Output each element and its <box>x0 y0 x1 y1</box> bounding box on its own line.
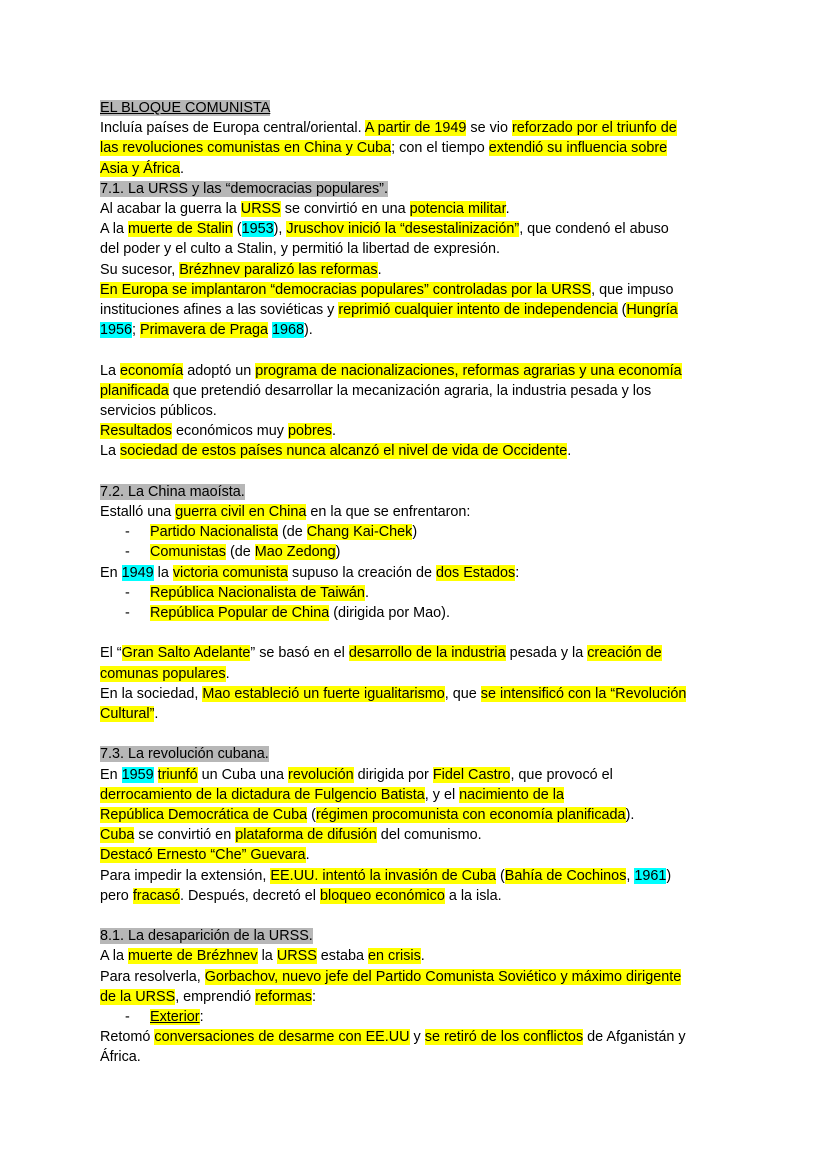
text-run: , emprendió <box>175 988 256 1005</box>
blank-line <box>100 906 730 926</box>
text-run: Para resolverla, <box>100 968 205 985</box>
highlighted-text: economía <box>120 362 184 379</box>
bullet-dash: - <box>125 1009 130 1026</box>
text-run: . <box>505 201 510 218</box>
highlighted-text: muerte de Stalin <box>128 221 233 238</box>
highlighted-text: reprimió cualquier intento de independencia <box>338 302 618 319</box>
highlighted-text: Jruschov inició la “desestalinización” <box>286 221 520 238</box>
text-run: del comunismo. <box>376 827 482 844</box>
text-run: (de <box>225 544 255 561</box>
text-run: , que condenó el abuso <box>519 221 669 238</box>
text-run: . <box>305 847 310 864</box>
text-run: . <box>179 160 184 177</box>
text-run: pesada y la <box>505 645 588 662</box>
text-run: un Cuba una <box>197 766 289 783</box>
text-line <box>100 401 730 421</box>
highlighted-text: Brézhnev paralizó las reformas <box>179 261 378 278</box>
text-run: . <box>364 584 369 601</box>
text-run: se vio <box>466 120 512 137</box>
text-run: , que impuso <box>591 281 674 298</box>
text-line <box>100 866 730 886</box>
blank-line <box>100 340 730 360</box>
text-run: . <box>377 261 382 278</box>
highlighted-text: plataforma de difusión <box>235 827 377 844</box>
highlighted-text: pobres <box>287 423 332 440</box>
highlighted-text: Hungría <box>626 302 678 319</box>
highlighted-text: Resultados <box>100 423 172 440</box>
text-line <box>100 886 730 906</box>
highlighted-text: Mao Zedong <box>254 544 336 561</box>
text-run: El “ <box>100 645 122 662</box>
highlighted-text: guerra civil en China <box>175 504 307 521</box>
highlighted-text: Mao estableció un fuerte igualitarismo <box>202 685 445 702</box>
text-run: ). <box>625 807 635 824</box>
text-run: (de <box>277 524 307 541</box>
highlighted-text: Cultural” <box>100 706 155 723</box>
text-line <box>100 643 730 663</box>
blank-line <box>100 623 730 643</box>
text-run: ) <box>666 867 672 884</box>
highlighted-text: República Nacionalista de Taiwán <box>150 584 365 601</box>
text-run: : <box>311 988 316 1005</box>
highlighted-text: Fidel Castro <box>432 766 511 783</box>
section-heading <box>100 179 730 199</box>
section-heading <box>100 98 730 118</box>
text-run: . Después, decretó el <box>180 887 321 904</box>
text-run: servicios públicos. <box>100 403 217 420</box>
highlighted-text: potencia militar <box>409 201 506 218</box>
text-run: , y el <box>424 786 460 803</box>
text-line <box>100 118 730 138</box>
text-run: del poder y el culto a Stalin, y permitió la libertad de expresión. <box>100 241 500 258</box>
highlighted-text: creación de <box>587 645 662 662</box>
text-line <box>100 159 730 179</box>
highlighted-text: bloqueo económico <box>320 887 445 904</box>
text-run: . <box>420 948 425 965</box>
text-line <box>100 785 730 805</box>
text-run: y <box>409 1029 425 1046</box>
bullet-dash: - <box>125 605 130 622</box>
highlighted-text: planificada <box>100 382 169 399</box>
text-line <box>100 219 730 239</box>
text-run: económicos muy <box>172 423 288 440</box>
text-line <box>100 765 730 785</box>
highlighted-text: Cuba <box>100 827 135 844</box>
text-run: a la isla. <box>444 887 502 904</box>
text-run: Su sucesor, <box>100 261 180 278</box>
text-line <box>100 805 730 825</box>
text-run: ( <box>617 302 627 319</box>
text-line <box>100 502 730 522</box>
bullet-item <box>100 1007 730 1027</box>
text-run: instituciones afines a las soviéticas y <box>100 302 339 319</box>
highlighted-text: Asia y África <box>100 160 180 177</box>
text-run: supuso la creación de <box>288 564 436 581</box>
text-run: ( <box>307 807 316 824</box>
bullet-dash: - <box>125 544 130 561</box>
text-line <box>100 138 730 158</box>
highlighted-text: 7.3. La revolución cubana. <box>100 746 269 763</box>
bullet-item <box>100 583 730 603</box>
text-line <box>100 239 730 259</box>
highlighted-text: URSS <box>240 201 281 218</box>
highlighted-date: 1961 <box>634 867 667 884</box>
highlighted-text: Gran Salto Adelante <box>121 645 251 662</box>
bullet-item <box>100 603 730 623</box>
highlighted-text: EL BLOQUE COMUNISTA <box>100 100 271 116</box>
text-line <box>100 421 730 441</box>
text-line <box>100 845 730 865</box>
bullet-item <box>100 542 730 562</box>
text-run: África. <box>100 1049 141 1066</box>
highlighted-text: Comunistas <box>150 544 226 561</box>
highlighted-text: las revoluciones comunistas en China y Cuba <box>100 140 392 157</box>
text-line <box>100 704 730 724</box>
text-line <box>100 664 730 684</box>
text-run: En la sociedad, <box>100 685 203 702</box>
text-run: estaba <box>316 948 369 965</box>
text-run: ( <box>495 867 505 884</box>
text-line <box>100 987 730 1007</box>
highlighted-text: Exterior <box>150 1009 200 1026</box>
section-heading <box>100 926 730 946</box>
section-heading <box>100 744 730 764</box>
highlighted-text: 7.1. La URSS y las “democracias populares”. <box>100 180 388 197</box>
highlighted-date: 1956 <box>100 322 133 339</box>
highlighted-text: triunfó <box>157 766 198 783</box>
bullet-dash: - <box>125 524 130 541</box>
highlighted-text: Bahía de Cochinos <box>504 867 627 884</box>
text-line <box>100 260 730 280</box>
highlighted-date: 1968 <box>272 322 305 339</box>
highlighted-text: En Europa se implantaron “democracias populares” controladas por la URSS <box>100 281 592 298</box>
text-run: : <box>199 1009 204 1026</box>
section-heading <box>100 482 730 502</box>
text-run: Al acabar la guerra la <box>100 201 241 218</box>
highlighted-text: reformas <box>255 988 312 1005</box>
text-run: Para impedir la extensión, <box>100 867 271 884</box>
text-run: Retomó <box>100 1029 155 1046</box>
document-body <box>100 98 730 1068</box>
highlighted-text: de la URSS <box>100 988 176 1005</box>
text-line <box>100 320 730 340</box>
text-run: en la que se enfrentaron: <box>306 504 471 521</box>
highlighted-text: derrocamiento de la dictadura de Fulgencio Batista <box>100 786 425 803</box>
text-run: : <box>515 564 520 581</box>
text-run: , que provocó el <box>510 766 613 783</box>
text-run: . <box>567 443 572 460</box>
highlighted-text: Chang Kai-Chek <box>306 524 413 541</box>
highlighted-text: dos Estados <box>436 564 516 581</box>
highlighted-text: Partido Nacionalista <box>150 524 278 541</box>
highlighted-text: Gorbachov, nuevo jefe del Partido Comunista Soviético y máximo dirigente <box>204 968 682 985</box>
highlighted-text: sociedad de estos países nunca alcanzó el nivel de vida de Occidente <box>120 443 568 460</box>
text-line <box>100 563 730 583</box>
highlighted-text: Destacó Ernesto “Che” Guevara <box>100 847 306 864</box>
text-line <box>100 946 730 966</box>
text-run: ) <box>335 544 341 561</box>
text-run: la <box>257 948 277 965</box>
blank-line <box>100 724 730 744</box>
text-run: . <box>154 706 159 723</box>
highlighted-text: victoria comunista <box>172 564 288 581</box>
text-run: La <box>100 443 121 460</box>
text-run: adoptó un <box>183 362 256 379</box>
text-run: la <box>153 564 173 581</box>
text-run: Estalló una <box>100 504 176 521</box>
highlighted-text: comunas populares <box>100 665 226 682</box>
text-run: La <box>100 362 121 379</box>
bullet-dash: - <box>125 584 130 601</box>
highlighted-text: revolución <box>288 766 354 783</box>
text-run: ( <box>232 221 242 238</box>
highlighted-text: nacimiento de la <box>459 786 564 803</box>
text-line <box>100 825 730 845</box>
text-line <box>100 381 730 401</box>
text-run: ; con el tiempo <box>391 140 489 157</box>
text-run: A la <box>100 221 129 238</box>
text-line <box>100 1027 730 1047</box>
highlighted-date: 1953 <box>241 221 274 238</box>
text-run: pero <box>100 887 133 904</box>
highlighted-text: se retiró de los conflictos <box>424 1029 584 1046</box>
text-run: . <box>225 665 230 682</box>
text-run: A la <box>100 948 129 965</box>
highlighted-date: 1949 <box>121 564 154 581</box>
text-line <box>100 1047 730 1067</box>
highlighted-text: fracasó <box>132 887 181 904</box>
highlighted-text: desarrollo de la industria <box>348 645 506 662</box>
highlighted-text: régimen procomunista con economía planificada <box>315 807 626 824</box>
text-line <box>100 361 730 381</box>
highlighted-text: EE.UU. intentó la invasión de Cuba <box>270 867 496 884</box>
text-run: . <box>331 423 336 440</box>
highlighted-text: 8.1. La desaparición de la URSS. <box>100 928 313 945</box>
highlighted-text: extendió su influencia sobre <box>488 140 668 157</box>
text-run: ). <box>304 322 313 339</box>
highlighted-date: 1959 <box>121 766 154 783</box>
text-run: se convirtió en <box>134 827 236 844</box>
highlighted-text: programa de nacionalizaciones, reformas agrarias y una economía <box>255 362 682 379</box>
text-run: ” se basó en el <box>250 645 349 662</box>
highlighted-text: República Democrática de Cuba <box>100 807 308 824</box>
highlighted-text: A partir de 1949 <box>364 120 467 137</box>
text-line <box>100 967 730 987</box>
text-line <box>100 199 730 219</box>
text-run: se convirtió en una <box>280 201 410 218</box>
text-line <box>100 280 730 300</box>
text-line <box>100 300 730 320</box>
text-run: (dirigida por Mao). <box>329 605 450 622</box>
highlighted-text: Primavera de Praga <box>140 322 268 339</box>
text-run: Incluía países de Europa central/oriental. <box>100 120 365 137</box>
text-line <box>100 684 730 704</box>
text-run: , que <box>444 685 481 702</box>
text-run: , <box>626 867 635 884</box>
highlighted-text: se intensificó con la “Revolución <box>480 685 687 702</box>
text-run: ) <box>412 524 418 541</box>
text-run: que pretendió desarrollar la mecanización agraria, la industria pesada y los <box>168 382 652 399</box>
highlighted-text: reforzado por el triunfo de <box>512 120 677 137</box>
highlighted-text: conversaciones de desarme con EE.UU <box>154 1029 410 1046</box>
blank-line <box>100 462 730 482</box>
highlighted-text: 7.2. La China maoísta. <box>100 483 245 500</box>
text-line <box>100 441 730 461</box>
text-run: ), <box>273 221 287 238</box>
text-run: ; <box>132 322 141 339</box>
text-run: de Afganistán y <box>583 1029 686 1046</box>
highlighted-text: URSS <box>276 948 317 965</box>
highlighted-text: República Popular de China <box>150 605 330 622</box>
highlighted-text: muerte de Brézhnev <box>128 948 258 965</box>
text-run: En <box>100 766 122 783</box>
text-run: dirigida por <box>353 766 433 783</box>
text-run: En <box>100 564 122 581</box>
highlighted-text: en crisis <box>368 948 421 965</box>
bullet-item <box>100 522 730 542</box>
